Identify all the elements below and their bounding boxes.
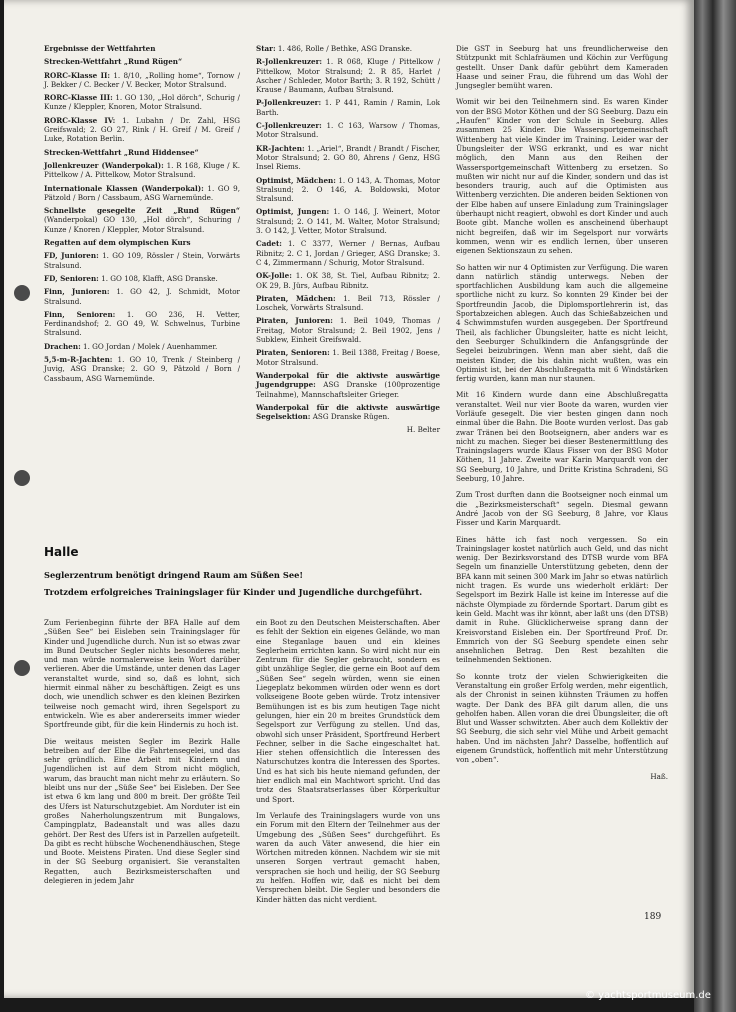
result-text: 1. R 068, Kluge / Pittelkow / Pittelkow, Motor Stralsund; 2. R 85, Harlet / Ascher / Schleder, Motor Barth; 3. R 192, Schütt / Krause / Baumann, Aufbau Stralsund.: [256, 57, 440, 95]
result-title: Piraten, Senioren:: [256, 348, 330, 358]
document-page: [4, 0, 694, 998]
paragraph: Im Verlaufe des Trainingslagers wurde von uns ein Forum mit den Eltern der Teilnehmer aus der Umgebung des „Süßen Sees“ durchgeführt. Es waren da auch Väter anwesend, die hier ein Wörtchen mitreden können. Nachdem wir sie mit unseren Sorgen vertraut gemacht haben, versprachen sie hoch und heilig, der SG Seeburg zu helfen. Hoffen wir, daß es nicht bei dem Versprechen bleibt. Die Segler und besonders die Kinder hätten das nicht verdient.: [256, 810, 440, 904]
result-text: 1. 486, Rolle / Bethke, ASG Dranske.: [277, 44, 412, 53]
result-entry: [256, 239, 440, 267]
watermark: © yachtsportmuseum.de: [585, 990, 711, 1001]
result-title: Schnellste gesegelte Zeit „Rund Rügen“: [44, 206, 240, 216]
result-title: Piraten, Mädchen:: [256, 293, 336, 303]
paragraph: Mit 16 Kindern wurde dann eine Abschlußregatta veranstaltet. Weil nur vier Boote da waren, wurden vier Vorläufe gesegelt. Die vier besten gingen dann noch einmal über die Bahn. Die Boote wurden verlost. Das gab zwar Tränen bei den Bootseignern, aber anders war es nicht zu machen. Sieger bei dieser Bestenermittlung des Trainingslagers wurde Klaus Fisser von der BSG Motor Köthen, 11 Jahre. Zweite war Karin Marquardt von der SG Seeburg, 10 Jahre, und Dritte Kristina Schradeni, SG Seeburg, 10 Jahre.: [456, 390, 668, 484]
result-text: 1. GO 109, Rössler / Stein, Vorwärts Stralsund.: [44, 251, 240, 270]
result-title: R-Jollenkreuzer:: [256, 57, 323, 67]
article-column-3: [456, 44, 668, 781]
paragraph: So konnte trotz der vielen Schwierigkeiten die Veranstaltung ein großer Erfolg werden, mehr eigentlich, als der Chronist in seinen kühnsten Träumen zu hoffen wagte. Der Dank des BFA gilt darum allen, die uns geholfen haben. Allen voran die drei Übungsleiter, die oft Blut und Wasser schwitzten. Aber auch dem Kollektiv der SG Seeburg, die sich sehr viel Mühe und Arbeit gemacht haben. Und im nächsten Jahr? Dasselbe, hoffentlich auf eigenem Grundstück, hoffentlich mit mehr Unterstützung von „oben“.: [456, 671, 668, 765]
result-title: RORC-Klasse IV:: [44, 115, 116, 125]
result-title: FD, Senioren:: [44, 273, 99, 283]
result-entry: [44, 355, 240, 383]
result-text: 1. OK 38, St. Tiel, Aufbau Ribnitz; 2. OK 29, B. Jürs, Aufbau Ribnitz.: [256, 271, 440, 290]
result-entry: [44, 57, 240, 66]
result-entry: [256, 176, 440, 204]
results-column-2: [256, 44, 440, 435]
result-entry: [44, 71, 240, 90]
paragraph: Zum Trost durften dann die Bootseigner noch einmal um die „Bezirksmeisterschaft“ segeln. Diesmal gewann André Jacob von der SG Seeburg, 8 Jahre, vor Klaus Fisser und Karin Marquardt.: [456, 490, 668, 528]
result-entry: [256, 271, 440, 290]
result-text: 1. Lubahn / Dr. Zahl, HSG Greifswald; 2. GO 27, Rink / H. Greif / M. Greif / Luke, Rotation Berlin.: [44, 115, 240, 144]
result-entry: [44, 310, 240, 338]
result-title: Finn, Senioren:: [44, 309, 116, 319]
result-entry: [256, 44, 440, 53]
result-title: Cadet:: [256, 239, 282, 249]
result-title: Wanderpokal für die aktivste auswärtige Segelsektion:: [256, 402, 440, 422]
result-entry: [256, 121, 440, 140]
result-entry: [44, 116, 240, 144]
result-title: P-Jollenkreuzer:: [256, 98, 322, 108]
result-text: 1. GO 236, H. Vetter, Ferdinandshof; 2. GO 49, W. Schwelnus, Turbine Stralsund.: [44, 309, 240, 338]
result-title: Optimist, Mädchen:: [256, 175, 336, 185]
article-signature: Haß.: [650, 771, 668, 781]
result-text: (Wanderpokal) GO 130, „Hol dörch“, Schuring / Kunze / Knoren / Kleppler, Motor Stralsund.: [44, 215, 240, 234]
result-entry: [44, 342, 240, 351]
result-text: 1. O 143, A. Thomas, Motor Stralsund; 2. O 146, A. Boldowski, Motor Stralsund.: [256, 175, 440, 204]
paragraph: Zum Ferienbeginn führte der BFA Halle auf dem „Süßen See“ bei Eisleben sein Trainingslager für Kinder und Jugendliche durch. Nun ist so etwas zwar im Bund Deutscher Segler nichts besonderes mehr, und man würde normalerweise kein Wort darüber verlieren. Aber die Umstände, unter denen das Lager veranstaltet wurde, sind so, daß es lohnt, sich hiermit einmal näher zu beschäftigen. Zeigt es uns doch, wie unendlich schwer es den kleinen Bezirken teilweise noch gemacht wird, ihren Segelsport zu entwickeln. Wie es aber andererseits immer wieder Sportfreunde gibt, für die kein Hindernis zu hoch ist.: [44, 618, 240, 730]
result-text: 1. O 146, J. Weinert, Motor Stralsund; 2. O 141, M. Walter, Motor Stralsund; 3. O 142, J. Vetter, Motor Stralsund.: [256, 207, 440, 236]
result-text: ASG Dranske (100prozentige Teilnahme), Mannschaftsleiter Grieger.: [256, 380, 440, 399]
result-title: Strecken-Wettfahrt „Rund Hiddensee“: [44, 147, 199, 157]
result-text: ASG Dranske Rügen.: [312, 412, 390, 422]
result-title: Piraten, Junioren:: [256, 316, 333, 326]
result-title: Star:: [256, 44, 276, 53]
result-text: 1. R 168, Kluge / K. Pittelkow / A. Pittelkow, Motor Stralsund.: [44, 160, 240, 180]
result-entry: [44, 287, 240, 306]
result-title: Strecken-Wettfahrt „Rund Rügen“: [44, 57, 183, 67]
result-text: 1. GO 9, Pätzold / Born / Cassbaum, ASG Warnemünde.: [44, 183, 240, 202]
result-text: 1. Beil 1388, Freitag / Boese, Motor Stralsund.: [256, 348, 440, 367]
result-title: Finn, Junioren:: [44, 287, 110, 297]
result-text: 1. P 441, Ramin / Ramin, Lok Barth.: [256, 98, 440, 117]
binding-hole: [14, 470, 30, 486]
article-headline: Seglerzentrum benötigt dringend Raum am Süßen See!: [44, 570, 304, 580]
results-signature: H. Belter: [406, 425, 440, 435]
result-entry: [44, 238, 240, 247]
result-entry: [256, 207, 440, 235]
result-text: 1. GO Jordan / Molek / Auenhammer.: [83, 341, 218, 351]
result-text: 1. C 3377, Werner / Bernas, Aufbau Ribnitz; 2. C 1, Jordan / Grieger, ASG Dranske; 3. C 4, Zimmermann / Schurig, Motor Stralsund.: [256, 239, 440, 267]
result-entry: [44, 93, 240, 112]
result-entry: [256, 57, 440, 94]
result-entry: [44, 184, 240, 203]
book-spine: [694, 0, 736, 1012]
result-title: Regatten auf dem olympischen Kurs: [44, 238, 191, 248]
result-entry: [256, 403, 440, 422]
result-title: 5,5-m-R-Jachten:: [44, 355, 113, 365]
paragraph: ein Boot zu den Deutschen Meisterschaften. Aber es fehlt der Sektion ein eigenes Gelände, wo man eine Steganlage bauen und ein kleines Seglerheim errichten kann. So wird nicht nur ein Zentrum für die Segler gebraucht, sondern es gibt unzählige Segler, die gerne ein Boot auf dem „Süßen See“ segeln würden, wenn sie einen Liegeplatz bekommen würden oder wenn es dort volkseigene Boote geben würde. Trotz intensiver Bemühungen ist es bis zum heutigen Tage nicht gelungen, hier ein 20 m breites Grundstück dem Segelsport zur Verfügung zu stellen. Und das, obwohl sich unser Präsident, Sportfreund Herbert Fechner, selber in die Sache eingeschaltet hat. Hier stehen offensichtlich die Interessen des Naturschutzes kontra die Interessen des Sportes. Und es hat sich bis heute niemand gefunden, der hier endlich mal ein Machtwort spricht. Und das trotz des Staatsratserlasses über Körperkultur und Sport.: [256, 618, 440, 804]
result-entry: [256, 348, 440, 367]
result-title: FD, Junioren:: [44, 251, 99, 261]
article-body-left: [44, 618, 240, 892]
result-text: 1. 8/10, „Rolling home“, Tornow / J. Bekker / C. Becker / V. Becker, Motor Stralsund.: [44, 70, 240, 89]
result-entry: [256, 98, 440, 117]
result-text: 1. C 163, Warsow / Thomas, Motor Stralsund.: [256, 121, 440, 140]
result-title: KR-Jachten:: [256, 143, 305, 153]
result-text: 1. „Ariel“, Brandt / Brandt / Fischer, Motor Stralsund; 2. GO 80, Ahrens / Genz, HSG Insel Riems.: [256, 143, 440, 172]
results-heading: Ergebnisse der Wettfahrten: [44, 44, 156, 53]
section-title: Halle: [44, 545, 79, 559]
result-entry: [256, 294, 440, 313]
article-subheadline: Trotzdem erfolgreiches Trainingslager für Kinder und Jugendliche durchgeführt.: [44, 587, 423, 597]
result-text: 1. GO 108, Klafft, ASG Dranske.: [101, 273, 218, 283]
result-entry: [256, 371, 440, 399]
page-number: 189: [644, 912, 662, 922]
result-text: 1. Beil 713, Rössler / Loschek, Vorwärts Stralsund.: [256, 293, 440, 313]
paragraph: Eines hätte ich fast noch vergessen. So ein Trainingslager kostet natürlich auch Geld, und das nicht wenig. Der Bezirksvorstand des DTSB wurde vom BFA Segeln um finanzielle Unterstützung gebeten, denn der BFA kann mit seinen 300 Mark im Jahr so etwas natürlich nicht tragen. Es wurde uns wiederholt erklärt: Der Segelsport im Bezirk Halle ist keine im Interesse auf die nächste Olympiade zu fördernde Sportart. Darum gibt es kein Geld. Macht was ihr könnt, aber laßt uns (den DTSB) damit in Ruhe. Glücklicherweise sprang dann der Kreisvorstand Eisleben ein. Der Sportfreund Prof. Dr. Emmrich von der SG Seeburg spendete einen sehr ansehnlichen Betrag. Den Rest bezahlten die teilnehmenden Sektionen.: [456, 534, 669, 665]
result-title: Drachen:: [44, 341, 81, 351]
result-title: RORC-Klasse III:: [44, 93, 113, 103]
paragraph: So hatten wir nur 4 Optimisten zur Verfügung. Die waren dann natürlich ständig unterwegs. Neben der sportfachlichen Ausbildung kam auch die allgemeine sportliche nicht zu kurz. So konnten 29 Kinder bei der Sportfreundin Jacob, die Diplomsportlehrerin ist, das Sportabzeichen ablegen. Auch das Schießabzeichen und 4 Schwimmstufen wurden ausgegeben. Der Sportfreund Theil, als fachlicher Übungsleiter, hatte es nicht leicht, den Seeburger Schulkindern die Anfangsgründe der Segelei beizubringen. Wenn man aber sieht, daß die meisten Kinder, die bis dahin nicht wußten, was ein Optimist ist, bei der Abschlußregatta mit 6 Windstärken fertig wurden, kann man nur staunen.: [456, 262, 668, 384]
result-entry: [256, 144, 440, 172]
result-title: Wanderpokal für die aktivste auswärtige Jugendgruppe:: [256, 370, 440, 390]
binding-hole: [14, 660, 30, 676]
article-body-mid: [256, 618, 440, 911]
binding-hole: [14, 285, 30, 301]
results-column-1: [44, 44, 240, 387]
result-text: 1. Beil 1049, Thomas / Freitag, Motor Stralsund; 2. Beil 1902, Jens / Subklew, Einheit Greifswald.: [256, 316, 440, 345]
paragraph: Die GST in Seeburg hat uns freundlicherweise den Stützpunkt mit Schlafräumen und Köchin zur Verfügung gestellt. Unser Dank dafür gebührt dem Kameraden Haase und seiner Frau, die führend um das Wohl der Jungsegler bemüht waren.: [456, 44, 668, 91]
result-title: C-Jollenkreuzer:: [256, 121, 322, 131]
result-entry: [44, 274, 240, 283]
result-entry: [44, 251, 240, 270]
result-title: Jollenkreuzer (Wanderpokal):: [44, 160, 164, 170]
paragraph: Die weitaus meisten Segler im Bezirk Halle betreiben auf der Elbe die Fahrtensegelei, und das sehr gründlich. Eine Arbeit mit Kindern und Jugendlichen ist auf dem Strom nicht möglich, warum, das braucht man nicht mehr zu erläutern. So bleibt uns nur der „Süße See“ bei Eisleben. Der See ist etwa 6 km lang und 800 m breit. Der größte Teil des Ufers ist Naturschutzgebiet. Am Norduter ist ein großes Naherholungszentrum mit Bungalows, Campingplatz, Badeanstalt und was alles dazu gehört. Der Rest des Ufers ist in Parzellen aufgeteilt. Da gibt es recht hübsche Wochenendhäuschen, Stege und Boote. Meistens Piraten. Und diese Segler sind in der SG Seeburg organisiert. Sie veranstalten Regatten, auch Bezirksmeisterschaften und delegieren in jedem Jahr: [44, 736, 240, 886]
result-title: OK-Jolle:: [256, 271, 292, 281]
result-text: 1. GO 130, „Hol dörch“, Schurig / Kunze / Kleppler, Knoren, Motor Stralsund.: [44, 93, 240, 112]
result-entry: [256, 316, 440, 344]
result-entry: [44, 161, 240, 180]
result-text: 1. GO 10, Trenk / Steinberg / Juvig, ASG Dranske; 2. GO 9, Pätzold / Born / Cassbaum, ASG Warnemünde.: [44, 355, 240, 383]
result-title: Optimist, Jungen:: [256, 207, 330, 217]
result-title: RORC-Klasse II:: [44, 70, 111, 80]
paragraph: Womit wir bei den Teilnehmern sind. Es waren Kinder von der BSG Motor Köthen und der SG Seeburg. Dazu ein „Haufen“ Kinder von der Schule in Seeburg. Alles zusammen 25 Kinder. Die Wassersportgemeinschaft Wittenberg hat viele Kinder im Training. Leider war der Übungsleiter der WSG erkrankt, und es war nicht möglich, den Mann aus den Reihen der Wassersportgemeinschaft Wittenberg zu ersetzen. So mußten wir nicht nur auf die Kinder, sondern und das ist besonders traurig, auch auf die Optimisten aus Wittenberg verzichten. Die anderen beiden Sektionen von der Elbe haben auf unsere Einladung zum Trainingslager überhaupt nicht reagiert, obwohl es dort Kinder und auch Boote gibt. Manche wollen es anscheinend überhaupt nicht begreifen, daß wir im Segelsport nur vorwärts kommen, wenn wir es endlich lernen, über unseren eigenen Sektionszaun zu sehen.: [456, 97, 668, 256]
result-entry: [44, 206, 240, 234]
result-title: Internationale Klassen (Wanderpokal):: [44, 183, 204, 193]
result-entry: [44, 148, 240, 157]
result-text: 1. GO 42, J. Schmidt, Motor Stralsund.: [44, 287, 240, 306]
